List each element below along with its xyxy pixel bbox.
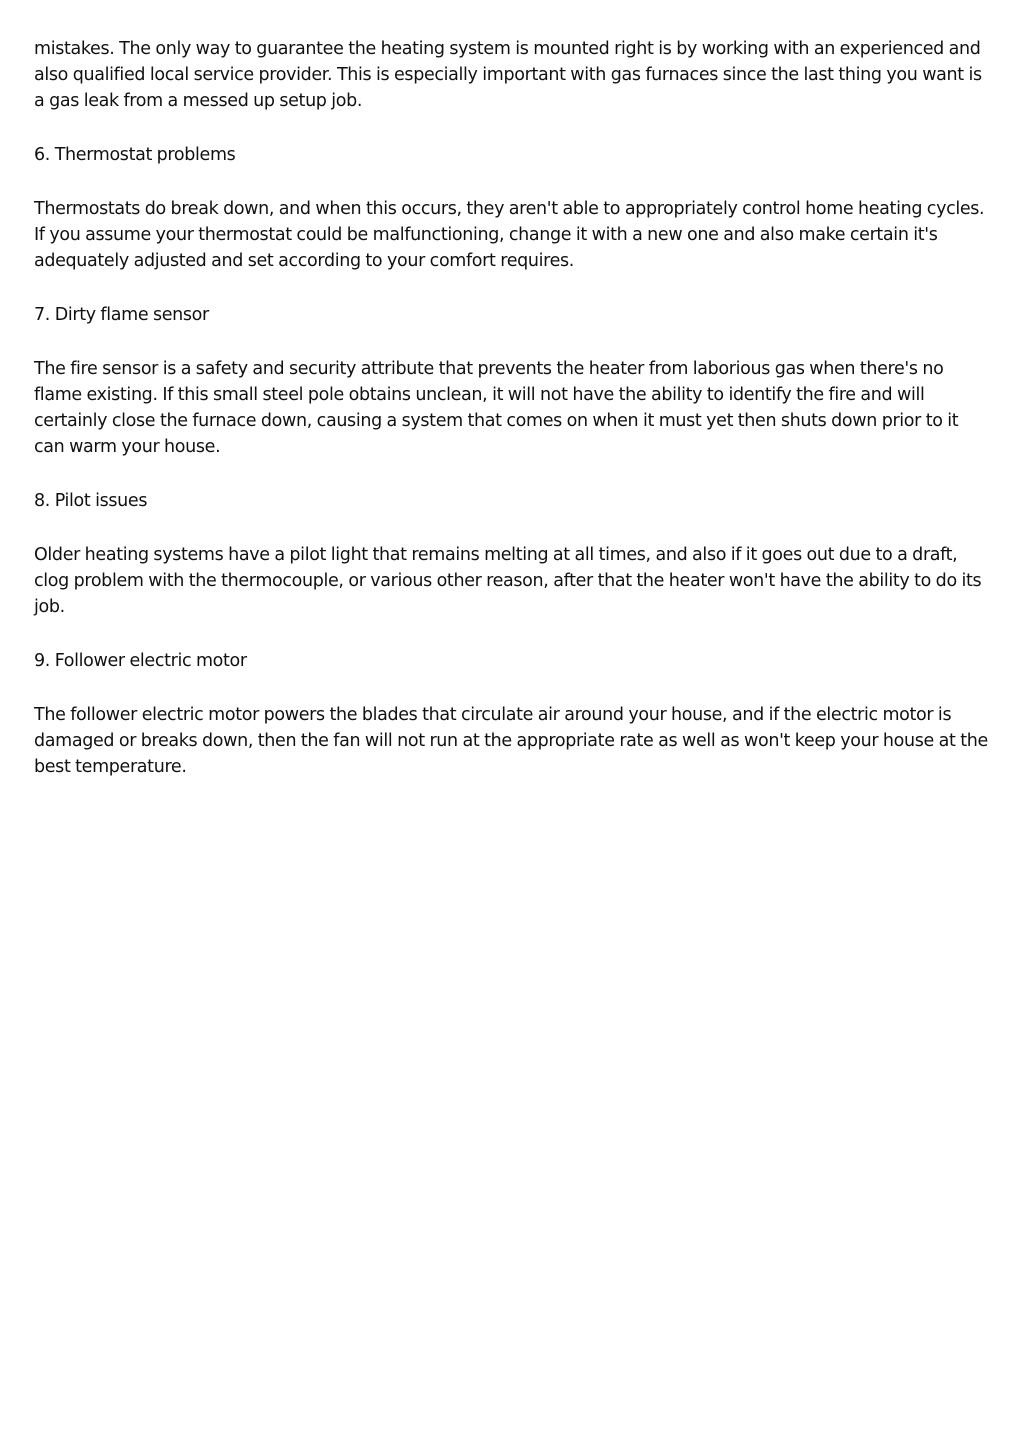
- intro-paragraph: mistakes. The only way to guarantee the heating system is mounted right is by working with an experienced and also qualified local service provider. This is especially important with gas furnaces since the last thing you want is a gas leak from a messed up setup job.: [34, 39, 982, 111]
- section-heading-pilot: 8. Pilot issues: [34, 491, 148, 511]
- section-body-thermostat: Thermostats do break down, and when this occurs, they aren't able to appropriately control home heating cycles. If you assume your thermostat could be malfunctioning, change it with a new one and also make certain it's adequately adjusted and set according to your comfort requires.: [34, 199, 985, 271]
- section-heading-thermostat: 6. Thermostat problems: [34, 145, 236, 165]
- section-body-motor: The follower electric motor powers the blades that circulate air around your house, and if the electric motor is damaged or breaks down, then the fan will not run at the appropriate rate as well as won't keep your house at the best temperature.: [34, 705, 988, 777]
- section-heading-motor: 9. Follower electric motor: [34, 651, 247, 671]
- section-body-flame-sensor: The fire sensor is a safety and security attribute that prevents the heater from laborious gas when there's no flame existing. If this small steel pole obtains unclean, it will not have the ability to identify the fire and will certainly close the furnace down, causing a system that comes on when it must yet then shuts down prior to it can warm your house.: [34, 359, 959, 457]
- document-page: [34, 36, 992, 808]
- section-body-pilot: Older heating systems have a pilot light that remains melting at all times, and also if it goes out due to a draft, clog problem with the thermocouple, or various other reason, after that the heater won't have the ability to do its job.: [34, 545, 982, 617]
- section-heading-flame-sensor: 7. Dirty flame sensor: [34, 305, 209, 325]
